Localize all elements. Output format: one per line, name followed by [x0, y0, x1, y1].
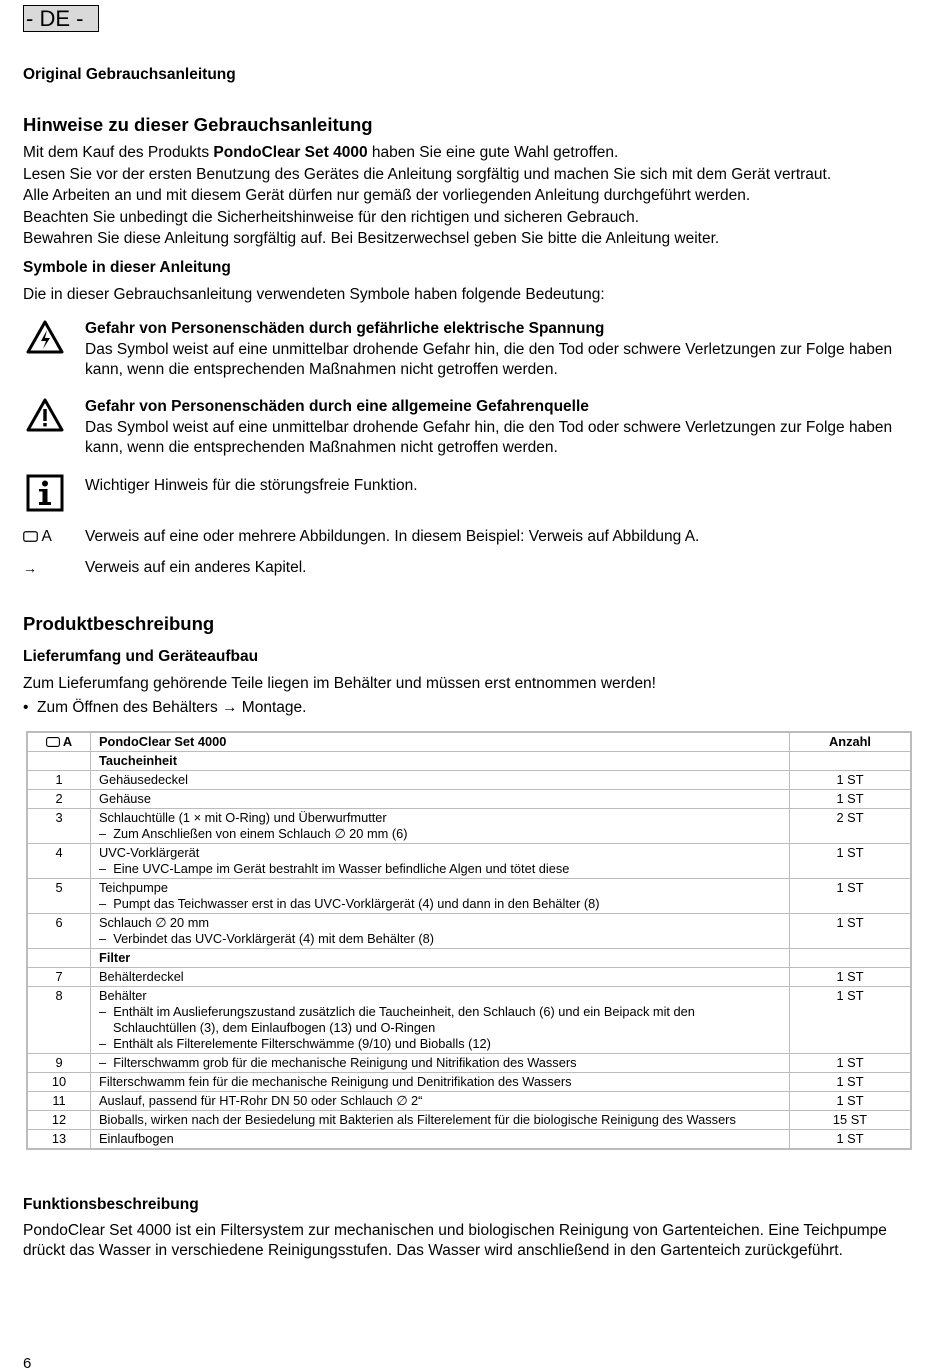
scope-intro: Zum Lieferumfang gehörende Teile liegen im Behälter und müssen erst entnommen werden! [23, 675, 656, 692]
arrow-right-icon: → [222, 699, 238, 716]
function-heading: Funktionsbeschreibung [23, 1196, 199, 1213]
part-quantity: 1 ST [790, 987, 912, 1054]
product-name: PondoClear Set 4000 [213, 144, 368, 161]
part-description-text: Gehäuse [99, 791, 151, 806]
part-description-text: Behälterdeckel [99, 969, 184, 984]
parts-table-body [27, 732, 911, 1149]
parts-table [26, 731, 912, 1150]
table-row [27, 1092, 911, 1111]
part-quantity: 1 ST [790, 844, 912, 879]
part-description-text: UVC-Vorklärgerät [99, 845, 200, 860]
symbol-info-row [23, 474, 903, 514]
symbol-electric-text: Das Symbol weist auf eine unmittelbar drohende Gefahr hin, die den Tod oder schwere Verletzungen zur Folge haben kann, wenn die entsprechenden Maßnahmen nicht getroffen werden. [85, 340, 893, 378]
scope-bullet: • Zum Öffnen des Behälters → Montage. [23, 699, 307, 716]
part-number: 7 [27, 968, 91, 987]
symbol-chapter-text: Verweis auf ein anderes Kapitel. [85, 559, 307, 576]
symbol-general-text: Das Symbol weist auf eine unmittelbar drohende Gefahr hin, die den Tod oder schwere Verletzungen zur Folge haben kann, wenn die entsprechenden Maßnahmen nicht getroffen werden. [85, 418, 893, 456]
group-label: Taucheinheit [91, 752, 790, 771]
part-number: 11 [27, 1092, 91, 1111]
table-row [27, 1111, 911, 1130]
table-header-row [27, 732, 911, 752]
part-description [91, 879, 790, 914]
part-sub-note: – Verbindet das UVC-Vorklärgerät (4) mit dem Behälter (8) [99, 931, 781, 947]
part-description [91, 1073, 790, 1092]
part-description-text: Einlaufbogen [99, 1131, 174, 1146]
part-sub-note: – Filterschwamm grob für die mechanische Reinigung und Nitrifikation des Wassers [99, 1055, 781, 1071]
part-number: 4 [27, 844, 91, 879]
part-description-text: Teichpumpe [99, 880, 169, 895]
part-description [91, 968, 790, 987]
notes-heading: Hinweise zu dieser Gebrauchsanleitung [23, 114, 373, 135]
part-sub-note: – Eine UVC-Lampe im Gerät bestrahlt im Wasser befindliche Algen und tötet diese [99, 861, 781, 877]
table-row [27, 914, 911, 949]
part-description [91, 1111, 790, 1130]
part-quantity: 1 ST [790, 771, 912, 790]
table-row [27, 809, 911, 844]
table-row [27, 879, 911, 914]
info-icon [23, 474, 67, 512]
arrow-right-icon: → [23, 560, 37, 576]
language-badge: - DE - [23, 5, 99, 32]
table-group-row [27, 949, 911, 968]
part-description-text: Auslauf, passend für HT-Rohr DN 50 oder Schlauch ∅ 2“ [99, 1093, 423, 1108]
part-description-text: Gehäusedeckel [99, 772, 188, 787]
part-description [91, 809, 790, 844]
part-number: 8 [27, 987, 91, 1054]
part-description-text: Schlauchtülle (1 × mit O-Ring) und Überwurfmutter [99, 810, 387, 825]
part-description [91, 1092, 790, 1111]
notes-line-3: Alle Arbeiten an und mit diesem Gerät dürfen nur gemäß der vorliegenden Anleitung durchgeführt werden. [23, 187, 751, 204]
part-quantity: 15 ST [790, 1111, 912, 1130]
part-description [91, 987, 790, 1054]
table-row [27, 1130, 911, 1150]
part-quantity: 1 ST [790, 879, 912, 914]
header-ref-cell: A [27, 732, 91, 752]
part-quantity: 1 ST [790, 1092, 912, 1111]
part-description [91, 1054, 790, 1073]
symbol-electric-row [23, 319, 903, 383]
part-number: 13 [27, 1130, 91, 1150]
table-row [27, 844, 911, 879]
figure-ref-icon [23, 531, 38, 542]
symbol-info-text: Wichtiger Hinweis für die störungsfreie Funktion. [85, 477, 418, 494]
part-sub-note: – Enthält im Auslieferungszustand zusätzlich die Taucheinheit, den Schlauch (6) und ein Beipack mit den Schlauchtüllen (3), dem Einlaufbogen (13) und O-Ringen [99, 1004, 781, 1036]
part-description [91, 790, 790, 809]
part-number: 6 [27, 914, 91, 949]
table-row [27, 1054, 911, 1073]
notes-line-1: Mit dem Kauf des Produkts PondoClear Set 4000 haben Sie eine gute Wahl getroffen. [23, 144, 619, 161]
part-quantity: 1 ST [790, 914, 912, 949]
document-subtitle: Original Gebrauchsanleitung [23, 66, 236, 83]
general-warning-icon [23, 397, 67, 433]
part-quantity: 1 ST [790, 1054, 912, 1073]
part-number: 12 [27, 1111, 91, 1130]
symbol-general-title: Gefahr von Personenschäden durch eine allgemeine Gefahrenquelle [85, 398, 589, 415]
part-number: 5 [27, 879, 91, 914]
part-number: 9 [27, 1054, 91, 1073]
table-group-row [27, 752, 911, 771]
group-label: Filter [91, 949, 790, 968]
part-description [91, 914, 790, 949]
part-sub-note: – Zum Anschließen von einem Schlauch ∅ 20 mm (6) [99, 826, 781, 842]
part-number: 3 [27, 809, 91, 844]
table-row [27, 771, 911, 790]
part-quantity: 2 ST [790, 809, 912, 844]
notes-line-2: Lesen Sie vor der ersten Benutzung des Gerätes die Anleitung sorgfältig und machen Sie sich mit dem Gerät vertraut. [23, 165, 832, 183]
bullet-dot: • [23, 699, 38, 716]
part-description [91, 1130, 790, 1150]
part-quantity: 1 ST [790, 968, 912, 987]
header-qty-cell: Anzahl [790, 732, 912, 752]
symbol-general-row [23, 397, 903, 461]
symbols-intro: Die in dieser Gebrauchsanleitung verwendeten Symbole haben folgende Bedeutung: [23, 286, 605, 303]
part-description [91, 844, 790, 879]
page-number: 6 [23, 1355, 32, 1372]
notes-line-5: Bewahren Sie diese Anleitung sorgfältig auf. Bei Besitzerwechsel geben Sie bitte die Anleitung weiter. [23, 230, 720, 247]
symbols-heading: Symbole in dieser Anleitung [23, 259, 231, 276]
part-number: 2 [27, 790, 91, 809]
header-title-cell: PondoClear Set 4000 [91, 732, 790, 752]
symbol-figure-row [23, 527, 903, 549]
table-row [27, 987, 911, 1054]
electric-warning-icon [23, 319, 67, 355]
part-number: 10 [27, 1073, 91, 1092]
symbol-electric-title: Gefahr von Personenschäden durch gefährliche elektrische Spannung [85, 320, 605, 337]
function-text: PondoClear Set 4000 ist ein Filtersystem zur mechanischen und biologischen Reinigung von Gartenteichen. Eine Teichpumpe drückt das Wasser in verschiedene Reinigungsstufen. Das Wasser wird anschließend in den Gartenteich zurückgeführt. [23, 1222, 887, 1259]
scope-heading: Lieferumfang und Geräteaufbau [23, 648, 259, 665]
part-quantity: 1 ST [790, 790, 912, 809]
symbol-chapter-row [23, 558, 903, 580]
part-quantity: 1 ST [790, 1130, 912, 1150]
product-heading: Produktbeschreibung [23, 613, 215, 634]
part-description-text: Schlauch ∅ 20 mm [99, 915, 210, 930]
table-row [27, 1073, 911, 1092]
part-description-text: Filterschwamm fein für die mechanische Reinigung und Denitrifikation des Wassers [99, 1074, 572, 1089]
symbol-figure-text: Verweis auf eine oder mehrere Abbildungen. In diesem Beispiel: Verweis auf Abbildung A. [85, 528, 700, 545]
table-row [27, 968, 911, 987]
figure-ref-icon [46, 737, 60, 747]
part-description-text: Bioballs, wirken nach der Besiedelung mit Bakterien als Filterelement für die biologische Reinigung des Wassers [99, 1112, 736, 1127]
part-number: 1 [27, 771, 91, 790]
part-description-text: Behälter [99, 988, 147, 1003]
part-sub-note: – Enthält als Filterelemente Filterschwämme (9/10) und Bioballs (12) [99, 1036, 781, 1052]
table-row [27, 790, 911, 809]
figure-ref-label: A [41, 528, 52, 545]
notes-text [23, 142, 923, 250]
part-quantity: 1 ST [790, 1073, 912, 1092]
notes-line-4: Beachten Sie unbedingt die Sicherheitshinweise für den richtigen und sicheren Gebrauch. [23, 208, 640, 226]
part-sub-note: – Pumpt das Teichwasser erst in das UVC-Vorklärgerät (4) und dann in den Behälter (8) [99, 896, 781, 912]
part-description [91, 771, 790, 790]
